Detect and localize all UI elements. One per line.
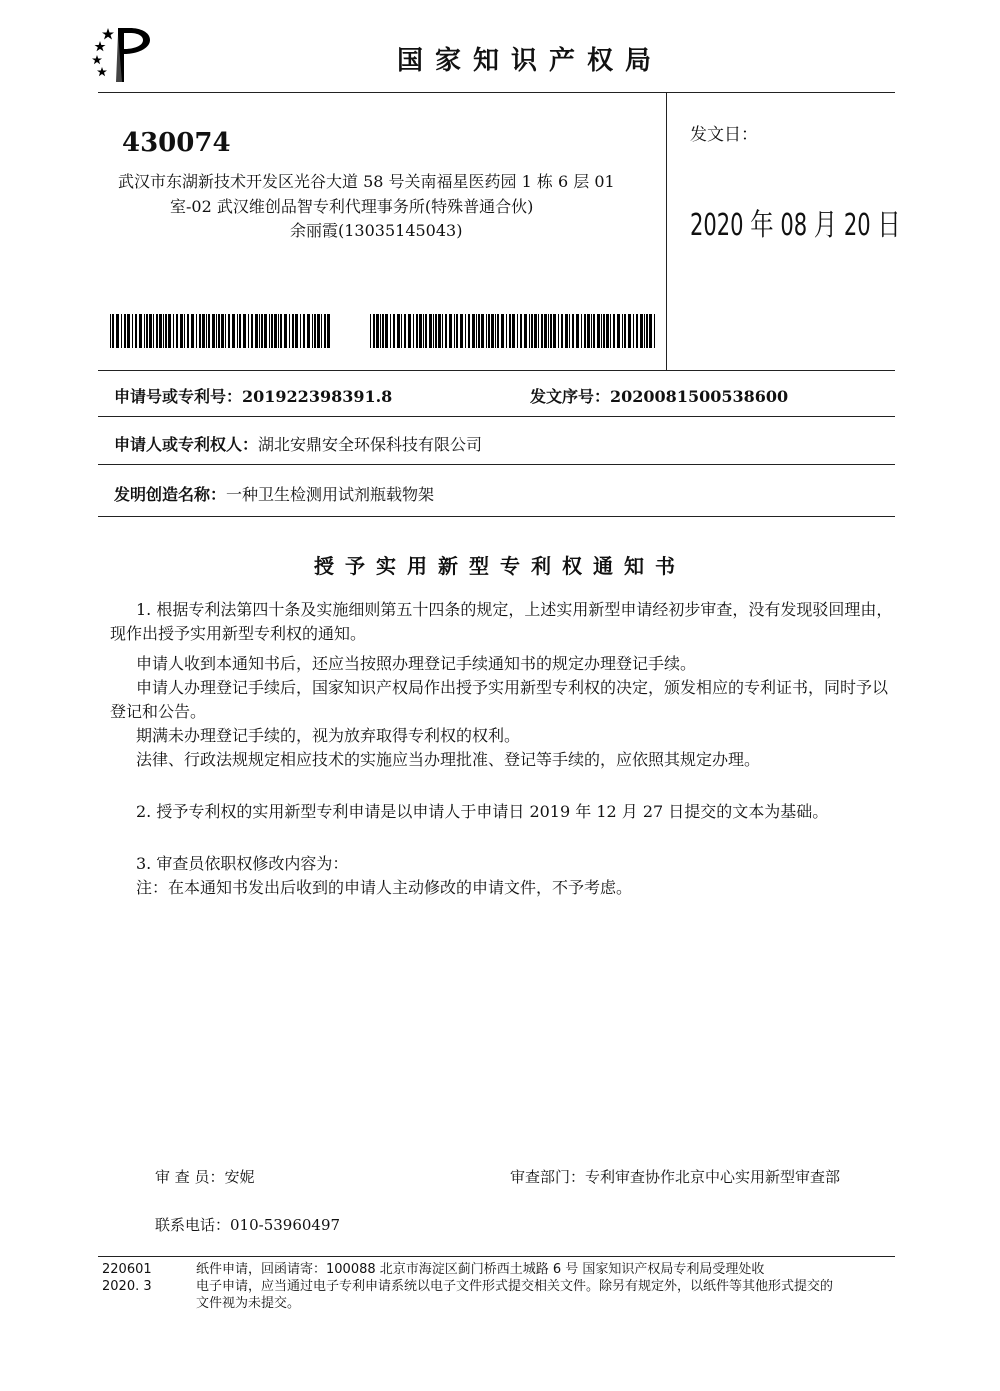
barcode-bar	[558, 314, 559, 348]
barcode-bar	[163, 314, 164, 348]
invention-field	[114, 482, 434, 505]
barcode-bar	[176, 314, 178, 348]
form-version: 2020. 3	[102, 1279, 152, 1294]
barcode-bar	[572, 314, 574, 348]
barcode-bar	[538, 314, 539, 348]
barcode-bar	[274, 314, 277, 348]
barcode-bar	[232, 314, 235, 348]
barcode-bar	[289, 314, 290, 348]
barcode-bar	[468, 314, 470, 348]
footer-line: 纸件申请，回函请寄：100088 北京市海淀区蓟门桥西土城路 6 号 国家知识产权局专利局受理处收	[196, 1262, 765, 1277]
barcode-bar	[404, 314, 406, 348]
notice-paragraph: 法律、行政法规规定相应技术的实施应当办理批准、登记等手续的，应依照其规定办理。	[136, 750, 761, 769]
barcode-bar	[153, 314, 154, 348]
barcode-bar	[191, 314, 194, 348]
barcode-bar	[156, 314, 158, 348]
barcode-bar	[135, 314, 137, 348]
barcode-bar	[146, 314, 148, 348]
barcode-bar	[237, 314, 238, 348]
form-code: 220601	[102, 1262, 152, 1277]
column-divider	[666, 92, 667, 370]
barcode-bar	[550, 314, 552, 348]
barcode-bar	[376, 314, 379, 348]
postal-code: 430074	[122, 128, 231, 158]
barcode-bar	[497, 314, 499, 348]
barcode-bar	[534, 314, 537, 348]
barcode-bar	[433, 314, 434, 348]
barcode-right	[370, 314, 660, 348]
barcode-bar	[478, 314, 480, 348]
notice-paragraph: 期满未办理登记手续的，视为放弃取得专利权的权利。	[136, 726, 521, 745]
barcode-bar	[476, 314, 477, 348]
barcode-bar	[548, 314, 549, 348]
barcode-bar	[429, 314, 432, 348]
barcode-bar	[628, 314, 631, 348]
barcode-bar	[314, 314, 316, 348]
barcode-bar	[264, 314, 267, 348]
notice-title: 授予实用新型专利权通知书	[314, 554, 686, 578]
notice-paragraph: 申请人办理登记手续后，国家知识产权局作出授予实用新型专利权的决定，颁发相应的专利证书，同时予以登记和公告。	[110, 678, 889, 721]
barcode-bar	[581, 314, 582, 348]
department-name: 专利审查协作北京中心实用新型审查部	[585, 1168, 841, 1186]
barcode-bar	[321, 314, 322, 348]
barcode-bar	[239, 314, 241, 348]
barcode-bar	[593, 314, 595, 348]
address-line: 室-02 武汉维创品智专利代理事务所(特殊普通合伙)	[170, 197, 534, 216]
barcode-bar	[199, 314, 201, 348]
barcode-bar	[449, 314, 452, 348]
barcode-bar	[187, 314, 189, 348]
barcode-bar	[139, 314, 142, 348]
barcode-bar	[168, 314, 171, 348]
barcode-bar	[442, 314, 443, 348]
applicant-field	[114, 432, 482, 455]
barcode-bar	[456, 314, 458, 348]
serial-number: 2020081500538600	[610, 387, 789, 406]
barcode-bar	[544, 314, 547, 348]
barcode-bar	[307, 314, 310, 348]
barcode-bar	[180, 314, 183, 348]
office-name: 国家知识产权局	[396, 46, 663, 76]
barcode-bar	[380, 314, 381, 348]
barcode-bar	[438, 314, 441, 348]
phone-number: 010-53960497	[230, 1216, 341, 1234]
barcode-bar	[584, 314, 586, 348]
barcode-bar	[248, 314, 249, 348]
examiner-field	[155, 1166, 255, 1187]
barcode-bar	[390, 314, 391, 348]
barcode-bar	[553, 314, 556, 348]
barcode-bar	[576, 314, 579, 348]
barcode-bar	[132, 314, 133, 348]
barcode-bar	[212, 314, 215, 348]
barcode-bar	[601, 314, 602, 348]
barcode-bar	[491, 314, 494, 348]
notice-paragraph: 3. 审查员依职权修改内容为：	[136, 854, 349, 873]
barcode-bar	[324, 314, 326, 348]
barcode-bar	[202, 314, 205, 348]
barcode-bar	[206, 314, 207, 348]
barcode-bar	[654, 314, 655, 348]
barcode-bar	[165, 314, 167, 348]
barcode-bar	[259, 314, 260, 348]
barcode-bar	[173, 314, 174, 348]
application-number-label: 申请号或专利号：	[114, 387, 243, 406]
invention-label: 发明创造名称：	[114, 485, 227, 504]
barcode-bar	[531, 314, 533, 348]
divider	[98, 370, 895, 371]
barcode-bar	[278, 314, 279, 348]
barcode-bar	[465, 314, 466, 348]
barcode-bar	[149, 314, 152, 348]
barcode-bar	[300, 314, 301, 348]
barcode-bar	[251, 314, 253, 348]
barcode-bar	[269, 314, 270, 348]
barcode-bar	[370, 314, 371, 348]
barcode-bar	[121, 314, 122, 348]
application-number-field	[114, 384, 392, 407]
barcode-bar	[454, 314, 455, 348]
barcode-bar	[317, 314, 320, 348]
barcode-bar	[295, 314, 298, 348]
barcode-bar	[144, 314, 145, 348]
serial-number-field	[530, 384, 788, 407]
phone-label: 联系电话：	[155, 1216, 231, 1234]
barcode-bar	[110, 314, 111, 348]
barcode-bar	[640, 314, 643, 348]
barcode-bar	[184, 314, 185, 348]
barcode-bar	[495, 314, 496, 348]
barcode-bar	[646, 314, 648, 348]
barcode-bar	[423, 314, 424, 348]
barcode-bar	[488, 314, 490, 348]
barcode-bar	[218, 314, 220, 348]
barcode-bar	[561, 314, 563, 348]
barcode-bar	[327, 314, 330, 348]
barcode-bar	[261, 314, 263, 348]
barcode-bar	[228, 314, 230, 348]
barcode-bar	[408, 314, 411, 348]
barcode-bar	[393, 314, 395, 348]
issue-date-label: 发文日：	[690, 125, 758, 145]
barcode-bar	[481, 314, 484, 348]
barcode-left	[110, 314, 335, 348]
issue-date: 2020 年 08 月 20 日	[690, 208, 901, 243]
barcode-bar	[255, 314, 258, 348]
barcode-bar	[221, 314, 224, 348]
barcode-bar	[587, 314, 590, 348]
barcode-bar	[419, 314, 422, 348]
applicant-name: 湖北安鼎安全环保科技有限公司	[258, 435, 483, 454]
barcode-bar	[506, 314, 507, 348]
barcode-bar	[373, 314, 375, 348]
barcode-bar	[472, 314, 475, 348]
barcode-bar	[486, 314, 487, 348]
barcode-bar	[401, 314, 402, 348]
barcode-bar	[613, 314, 615, 348]
barcode-bar	[569, 314, 570, 348]
examiner-label: 审 查 员：	[155, 1168, 225, 1186]
barcode-bar	[116, 314, 119, 348]
barcode-bar	[460, 314, 463, 348]
barcode-bar	[603, 314, 605, 348]
barcode-bar	[385, 314, 388, 348]
notice-paragraph: 2. 授予专利权的实用新型专利申请是以申请人于申请日 2019 年 12 月 27 日提交的文本为基础。	[136, 802, 829, 821]
barcode-bar	[524, 314, 527, 348]
barcode-bar	[416, 314, 418, 348]
contact-person: 余丽霞(13035145043)	[290, 221, 463, 240]
barcode-bar	[216, 314, 217, 348]
footer-line: 文件视为未提交。	[196, 1296, 301, 1311]
barcode-bar	[127, 314, 130, 348]
department-field	[510, 1166, 840, 1187]
phone-field	[155, 1214, 340, 1235]
barcode-bar	[112, 314, 114, 348]
barcode-bar	[445, 314, 447, 348]
department-label: 审查部门：	[510, 1168, 586, 1186]
barcode-bar	[644, 314, 645, 348]
barcode-bar	[243, 314, 246, 348]
barcode-bar	[225, 314, 226, 348]
barcode-bar	[413, 314, 414, 348]
barcode-bar	[591, 314, 592, 348]
barcode-bar	[622, 314, 623, 348]
barcode-bar	[649, 314, 652, 348]
divider	[98, 464, 895, 465]
barcode-bar	[597, 314, 600, 348]
barcode-bar	[517, 314, 518, 348]
barcode-bar	[636, 314, 638, 348]
notice-note: 注：在本通知书发出后收到的申请人主动修改的申请文件，不予考虑。	[136, 878, 633, 897]
divider	[98, 516, 895, 517]
footer-line: 电子申请，应当通过电子专利申请系统以电子文件形式提交相关文件。除另有规定外，以纸件等其他形式提交的	[196, 1279, 834, 1294]
barcode-bar	[312, 314, 313, 348]
barcode-bar	[397, 314, 400, 348]
barcode-bar	[280, 314, 282, 348]
barcode-bar	[624, 314, 626, 348]
barcode-bar	[271, 314, 273, 348]
notice-paragraph: 申请人收到本通知书后，还应当按照办理登记手续通知书的规定办理登记手续。	[136, 654, 697, 673]
barcode-bar	[382, 314, 384, 348]
barcode-bar	[529, 314, 530, 348]
applicant-label: 申请人或专利权人：	[114, 435, 259, 454]
examiner-name: 安妮	[224, 1168, 255, 1186]
barcode-bar	[512, 314, 515, 348]
barcode-bar	[159, 314, 162, 348]
barcode-bar	[124, 314, 126, 348]
barcode-bar	[435, 314, 437, 348]
barcode-bar	[633, 314, 634, 348]
barcode-bar	[617, 314, 620, 348]
barcode-bar	[610, 314, 611, 348]
barcode-bar	[520, 314, 522, 348]
barcode-bar	[541, 314, 543, 348]
application-number: 201922398391.8	[242, 387, 393, 406]
barcode-bar	[284, 314, 287, 348]
serial-number-label: 发文序号：	[530, 387, 611, 406]
barcode-bar	[509, 314, 511, 348]
footer-divider	[98, 1256, 895, 1257]
invention-name: 一种卫生检测用试剂瓶载物架	[226, 485, 435, 504]
barcode-bar	[196, 314, 197, 348]
barcode-bar	[501, 314, 504, 348]
address-line: 武汉市东湖新技术开发区光谷大道 58 号关南福星医药园 1 栋 6 层 01	[118, 172, 615, 191]
barcode-bar	[425, 314, 427, 348]
barcode-bar	[292, 314, 294, 348]
barcode-bar	[565, 314, 568, 348]
notice-paragraph: 1. 根据专利法第四十条及实施细则第五十四条的规定，上述实用新型申请经初步审查，没有发现驳回理由，现作出授予实用新型专利权的通知。	[110, 600, 893, 643]
barcode-bar	[303, 314, 305, 348]
barcode-bar	[606, 314, 609, 348]
divider	[98, 416, 895, 417]
header-divider	[98, 92, 895, 93]
barcode-bar	[208, 314, 210, 348]
